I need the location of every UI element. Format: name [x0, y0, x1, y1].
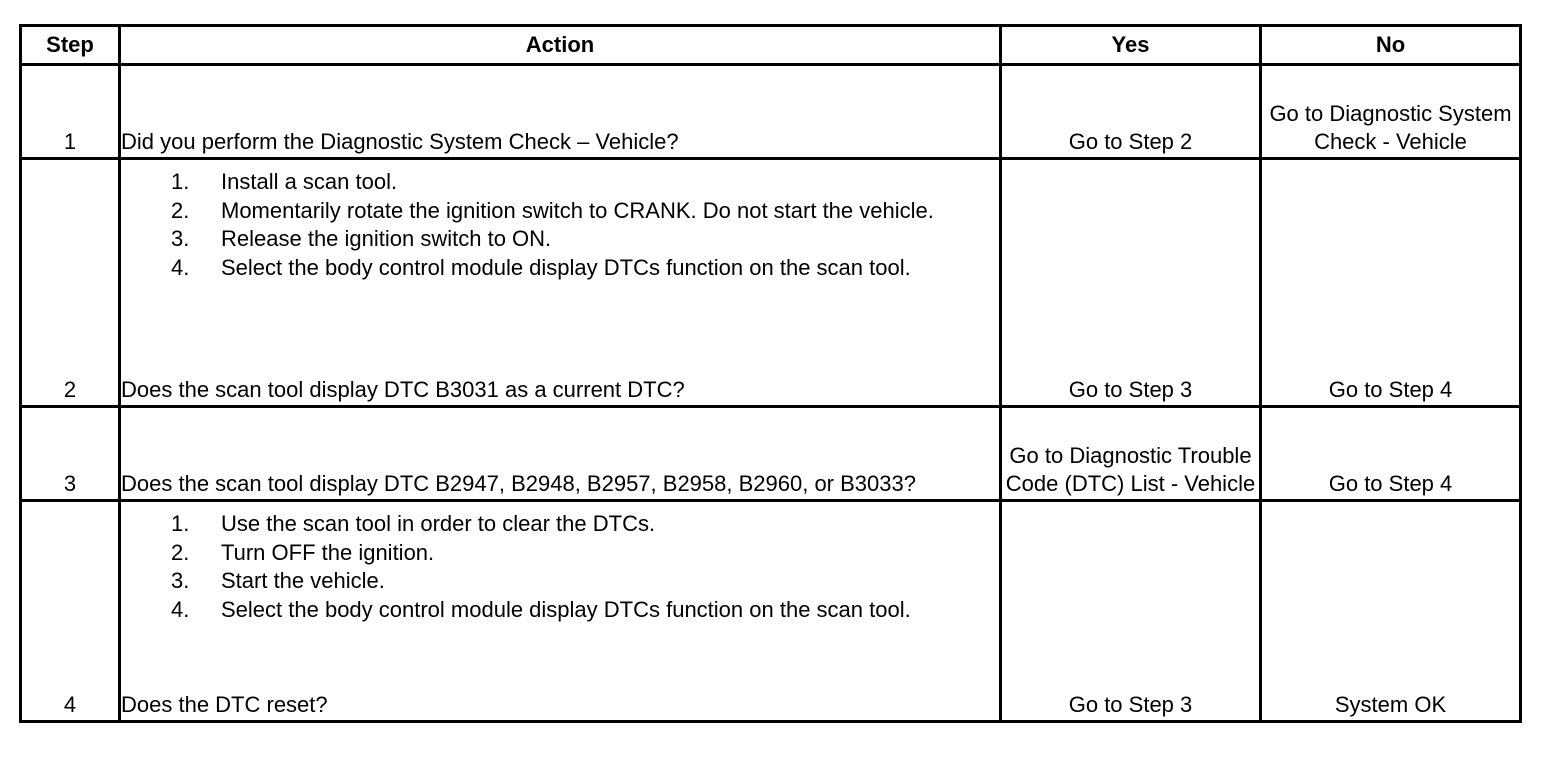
- instruction-number: 1.: [171, 169, 190, 194]
- instruction-number: 1.: [171, 511, 190, 536]
- action-cell: [120, 501, 1001, 722]
- no-result: Go to Step 4: [1261, 407, 1521, 501]
- instruction-item: [171, 596, 961, 625]
- instruction-text: Use the scan tool in order to clear the DTCs.: [221, 511, 656, 536]
- step-number: 3: [21, 407, 120, 501]
- diagnostic-table: [19, 24, 1522, 723]
- header-step: Step: [21, 26, 120, 65]
- instruction-number: 2.: [171, 197, 190, 223]
- step-question: Does the DTC reset?: [121, 692, 328, 718]
- no-result: Go to Diagnostic System Check - Vehicle: [1261, 65, 1521, 159]
- instruction-text: Release the ignition switch to ON.: [221, 226, 552, 252]
- instruction-list: [121, 168, 961, 282]
- instruction-number: 2.: [171, 539, 190, 565]
- no-result: System OK: [1261, 501, 1521, 722]
- header-yes: Yes: [1001, 26, 1261, 65]
- header-action: Action: [120, 26, 1001, 65]
- table-row: [21, 501, 1521, 722]
- instruction-item: [171, 254, 961, 283]
- instruction-number: 4.: [171, 596, 190, 622]
- diagnostic-table-container: [19, 24, 1519, 723]
- step-question: Did you perform the Diagnostic System Check – Vehicle?: [121, 129, 679, 155]
- table-row: [21, 407, 1521, 501]
- instruction-text: Select the body control module display DTCs function on the scan tool.: [221, 596, 911, 622]
- instruction-item: [171, 197, 961, 226]
- instruction-item: [171, 510, 961, 539]
- action-cell: [120, 65, 1001, 159]
- yes-result: Go to Diagnostic Trouble Code (DTC) List - Vehicle: [1001, 407, 1261, 501]
- instruction-list: [121, 510, 961, 624]
- step-number: 2: [21, 159, 120, 407]
- yes-result: Go to Step 3: [1001, 501, 1261, 722]
- table-row: [21, 159, 1521, 407]
- instruction-text: Select the body control module display DTCs function on the scan tool.: [221, 254, 911, 280]
- step-number: 4: [21, 501, 120, 722]
- action-cell: [120, 159, 1001, 407]
- yes-result: Go to Step 2: [1001, 65, 1261, 159]
- header-no: No: [1261, 26, 1521, 65]
- no-result: Go to Step 4: [1261, 159, 1521, 407]
- instruction-text: Install a scan tool.: [221, 169, 398, 194]
- instruction-number: 4.: [171, 254, 190, 280]
- instruction-text: Turn OFF the ignition.: [221, 539, 435, 565]
- instruction-item: [171, 225, 961, 254]
- instruction-number: 3.: [171, 568, 190, 594]
- instruction-number: 3.: [171, 226, 190, 252]
- table-row: [21, 65, 1521, 159]
- instruction-item: [171, 539, 961, 568]
- instruction-text: Momentarily rotate the ignition switch to CRANK. Do not start the vehicle.: [221, 197, 934, 223]
- step-question: Does the scan tool display DTC B2947, B2948, B2957, B2958, B2960, or B3033?: [121, 471, 916, 497]
- instruction-text: Start the vehicle.: [221, 568, 385, 594]
- header-row: [21, 26, 1521, 65]
- yes-result: Go to Step 3: [1001, 159, 1261, 407]
- instruction-item: [171, 567, 961, 596]
- step-number: 1: [21, 65, 120, 159]
- step-question: Does the scan tool display DTC B3031 as a current DTC?: [121, 377, 685, 403]
- instruction-item: [171, 168, 961, 197]
- action-cell: [120, 407, 1001, 501]
